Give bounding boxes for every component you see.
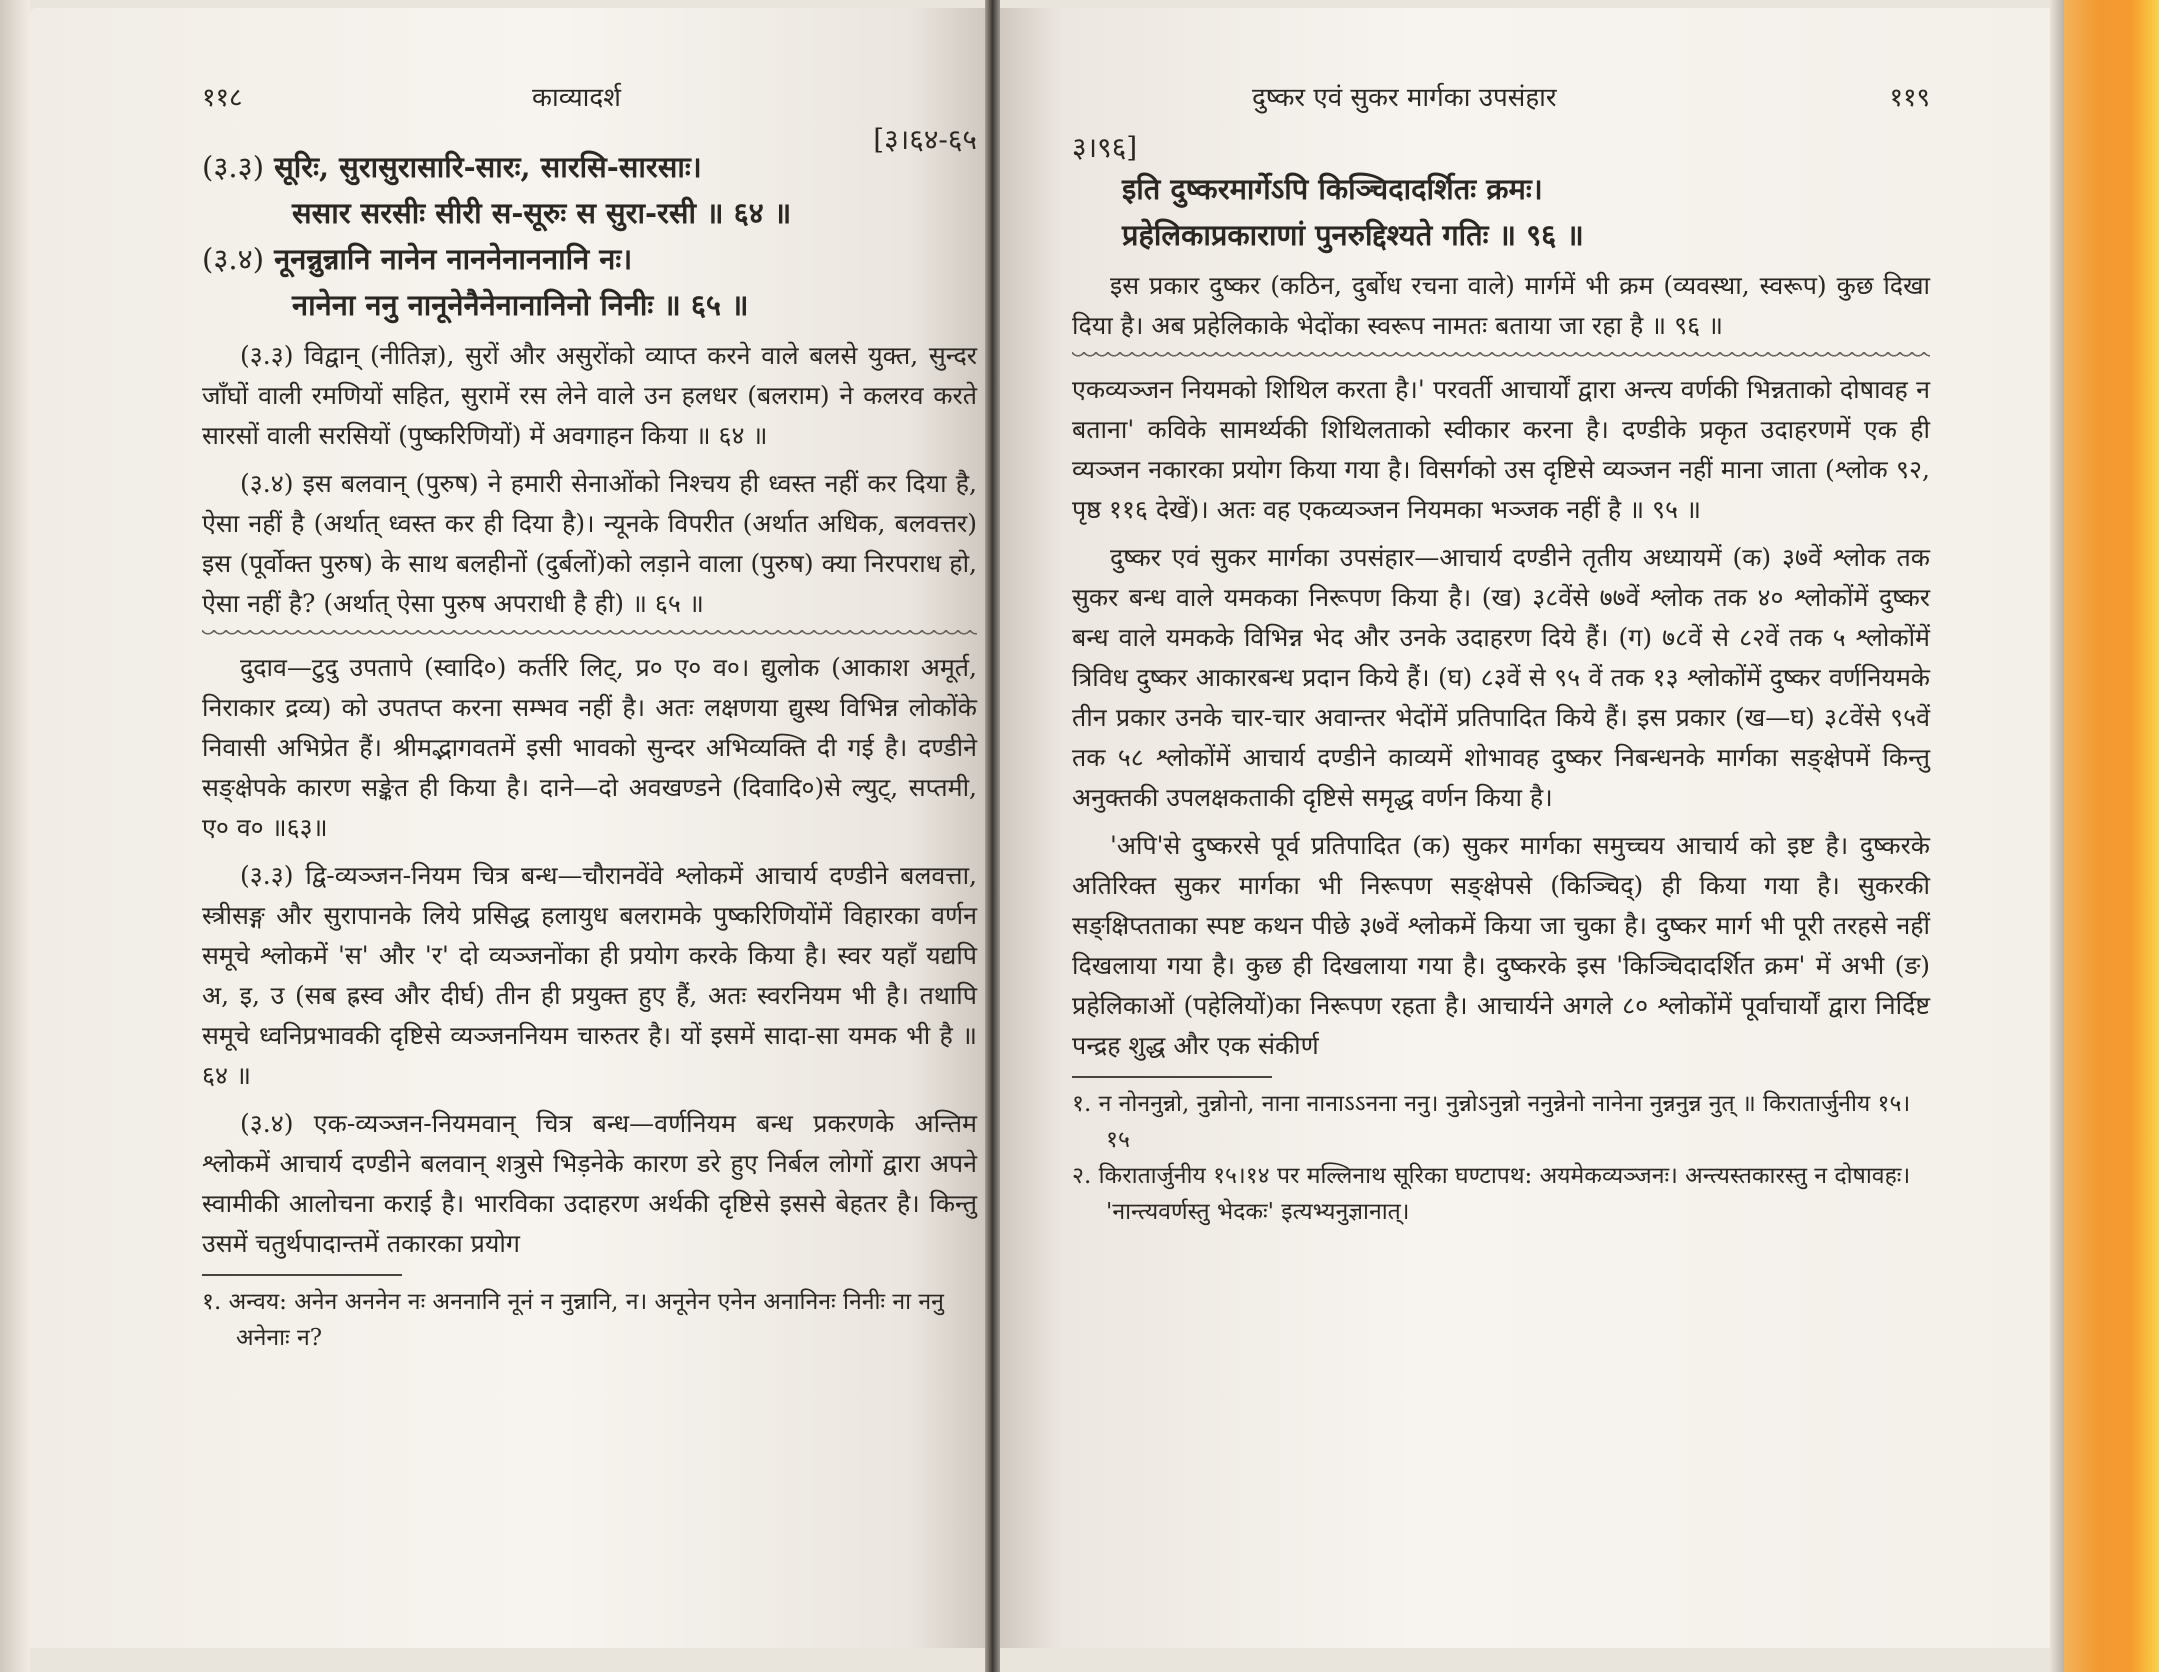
right-verse-reference: ३।९६] (1072, 131, 1138, 164)
footnote: १. अन्वय: अनेन अननेन नः अननानि नूनं न नुन्नानि, न। अनूनेन एनेन अनानिनः निनीः ना ननु अनेनाः न? (202, 1289, 944, 1351)
left-page-number: ११८ (202, 83, 243, 113)
book-cover-strip (2064, 0, 2159, 1672)
right-page-content (1072, 78, 1930, 1230)
commentary-paragraph: (३.३) द्वि-व्यञ्जन-नियम चित्र बन्ध—चौरानवेंवे श्लोकमें आचार्य दण्डीने बलवत्ता, स्त्रीसङ्ग और सुरापानके लिये प्रसिद्ध हलायुध बलरामके पुष्करिणियोंमें विहारका वर्णन समूचे श्लोकमें 'स' और 'र' दो व्यञ्जनोंका ही प्रयोग करके किया है। स्वर यहाँ यद्यपि अ, इ, उ (सब ह्रस्व और दीर्घ) तीन ही प्रयुक्त हुए हैं, अतः स्वरनियम भी है। तथापि समूचे ध्वनिप्रभावकी दृष्टिसे व्यञ्जननियम चारुतर है। यों इसमें सादा-सा यमक भी है ॥ ६४ ॥ (202, 861, 977, 1090)
footnote-rule (1072, 1076, 1272, 1078)
commentary-paragraph: दुदाव—टुदु उपतापे (स्वादि०) कर्तरि लिट्, प्र० ए० व०। द्युलोक (आकाश अमूर्त, निराकार द्रव्य) को उपतप्त करना सम्भव नहीं है। अतः लक्षणया द्युस्थ विभिन्न लोकोंके निवासी अभिप्रेत हैं। श्रीमद्भागवतमें इसी भावको सुन्दर अभिव्यक्ति दी गई है। दण्डीने सङ्क्षेपके कारण सङ्केत ही किया है। दाने—दो अवखण्डने (दिवादि०)से ल्युट्, सप्तमी, ए० व० ॥६३॥ (202, 653, 977, 842)
commentary-paragraph: (३.४) एक-व्यञ्जन-नियमवान् चित्र बन्ध—वर्णनियम बन्ध प्रकरणके अन्तिम श्लोकमें आचार्य दण्डीने बलवान् शत्रुसे भिड़नेके कारण डरे हुए निर्बल लोगों द्वारा अपने स्वामीकी आलोचना कराई है। भारविका उदाहरण अर्थकी दृष्टिसे इससे बेहतर है। किन्तु उसमें चतुर्थपादान्तमें तकारका प्रयोग (202, 1109, 977, 1258)
verse-line: ससार सरसीः सीरी स-सूरुः स सुरा-रसी ॥ ६४ ॥ (292, 196, 792, 230)
right-running-title: दुष्कर एवं सुकर मार्गका उपसंहार (1252, 83, 1557, 113)
commentary-paragraph: दुष्कर एवं सुकर मार्गका उपसंहार—आचार्य दण्डीने तृतीय अध्यायमें (क) ३७वें श्लोक तक सुकर बन्ध वाले यमकका निरूपण किया है। (ख) ३८वेंसे ७७वें श्लोक तक ४० श्लोकोंमें दुष्कर बन्ध वाले यमकके विभिन्न भेद और उनके उदाहरण दिये हैं। (ग) ७८वें से ८२वें तक ५ श्लोकोंमें त्रिविध दुष्कर आकारबन्ध प्रदान किये हैं। (घ) ८३वें से ९५ वें तक १३ श्लोकोंमें दुष्कर वर्णनियमके तीन प्रकार उनके चार-चार अवान्तर भेदोंमें प्रतिपादित किये हैं। इस प्रकार (ख—घ) ३८वेंसे ९५वें तक ५८ श्लोकोंमें आचार्य दण्डीने काव्यमें शोभावह दुष्कर निबन्धनके मार्गका सङ्क्षेपमें किन्तु अनुक्तकी उपलक्षकताकी दृष्टिसे समृद्ध वर्णन किया है। (1072, 543, 1930, 812)
right-page-number: ११९ (1889, 83, 1930, 113)
verse-3-3 (202, 144, 977, 236)
book-gutter (985, 0, 1000, 1672)
verse-3-4 (202, 236, 977, 328)
left-page (30, 8, 985, 1648)
commentary-paragraph: 'अपि'से दुष्करसे पूर्व प्रतिपादित (क) सुकर मार्गका समुच्चय आचार्य को इष्ट है। दुष्करके अतिरिक्त सुकर मार्गका भी निरूपण सङ्क्षेपसे (किञ्चिद्) ही किया गया है। सुकरकी सङ्क्षिप्तताका स्पष्ट कथन पीछे ३७वें श्लोकमें किया जा चुका है। दुष्कर मार्ग भी पूरी तरहसे नहीं दिखलाया गया है। कुछ ही दिखलाया गया है। दुष्करके इस 'किञ्चिदादर्शित क्रम' में अभी (ङ) प्रहेलिकाओं (पहेलियों)का निरूपण रहता है। आचार्यने अगले ८० श्लोकोंमें पूर्वाचार्यों द्वारा निर्दिष्ट पन्द्रह शुद्ध और एक संकीर्ण (1072, 831, 1930, 1060)
left-verse-reference: [३।६४-६५ (873, 123, 977, 156)
verse-number: (३.३) (202, 150, 265, 184)
verse-96 (1072, 166, 1930, 258)
right-running-head (1072, 78, 1930, 164)
left-page-content (202, 78, 977, 1356)
page-edge (0, 0, 30, 1672)
verse-line: इति दुष्करमार्गेऽपि किञ्चिदादर्शितः क्रमः। (1122, 172, 1543, 206)
footnote: १. न नोननुन्नो, नुन्नोनो, नाना नानाऽऽनना ननु। नुन्नोऽनुन्नो ननुन्नेनो नानेना नुन्ननुन्न नुत् ॥ किरातार्जुनीय १५।१५ (1072, 1091, 1911, 1153)
wavy-divider (1072, 352, 1930, 362)
commentary-paragraph: एकव्यञ्जन नियमको शिथिल करता है।' परवर्ती आचार्यों द्वारा अन्त्य वर्णकी भिन्नताको दोषावह न बताना' कविके सामर्थ्यकी शिथिलताको स्वीकार करना है। दण्डीके प्रकृत उदाहरणमें एक ही व्यञ्जन नकारका प्रयोग किया गया है। विसर्गको उस दृष्टिसे व्यञ्जन नहीं माना जाता (श्लोक ९२, पृष्ठ ११६ देखें)। अतः वह एकव्यञ्जन नियमका भञ्जक नहीं है ॥ ९५ ॥ (1072, 375, 1930, 524)
verse-number: (३.४) (202, 242, 265, 276)
cover-edge (2050, 0, 2064, 1672)
wavy-divider (202, 630, 977, 640)
verse-line: नानेना ननु नानूनेनैनेनानानिनो निनीः ॥ ६५ ॥ (292, 288, 749, 322)
footnote: २. किरातार्जुनीय १५।१४ पर मल्लिनाथ सूरिका घण्टापथ: अयमेकव्यञ्जनः। अन्त्यस्तकारस्तु न दोषावहः। 'नान्त्यवर्णस्तु भेदकः' इत्यभ्यनुज्ञानात्। (1072, 1163, 1911, 1225)
verse-line: सूरिः, सुरासुरासारि-सारः, सारसि-सारसाः। (274, 150, 702, 184)
translation-paragraph: (३.३) विद्वान् (नीतिज्ञ), सुरों और असुरोंको व्याप्त करने वाले बलसे युक्त, सुन्दर जाँघों वाली रमणियों सहित, सुरामें रस लेने वाले उन हलधर (बलराम) ने कलरव करते सारसों वाली सरसियों (पुष्करिणियों) में अवगाहन किया ॥ ६४ ॥ (202, 341, 977, 450)
verse-line: नूनन्नुन्नानि नानेन नाननेनाननानि नः। (274, 242, 633, 276)
translation-paragraph: (३.४) इस बलवान् (पुरुष) ने हमारी सेनाओंको निश्चय ही ध्वस्त नहीं कर दिया है, ऐसा नहीं है (अर्थात् ध्वस्त कर ही दिया है)। न्यूनके विपरीत (अर्थात अधिक, बलवत्तर) इस (पूर्वोक्त पुरुष) के साथ बलहीनों (दुर्बलों)को लड़ाने वाला (पुरुष) क्या निरपराध हो, ऐसा नहीं है? (अर्थात् ऐसा पुरुष अपराधी है ही) ॥ ६५ ॥ (202, 469, 977, 618)
verse-line: प्रहेलिकाप्रकाराणां पुनरुद्दिश्यते गतिः ॥ ९६ ॥ (1122, 218, 1584, 252)
left-running-title: काव्यादर्श (532, 83, 621, 113)
left-running-head (202, 78, 977, 156)
right-page (1000, 8, 2050, 1648)
translation-paragraph: इस प्रकार दुष्कर (कठिन, दुर्बोध रचना वाले) मार्गमें भी क्रम (व्यवस्था, स्वरूप) कुछ दिखा दिया है। अब प्रहेलिकाके भेदोंका स्वरूप नामतः बताया जा रहा है ॥ ९६ ॥ (1072, 271, 1930, 340)
footnote-rule (202, 1274, 402, 1276)
